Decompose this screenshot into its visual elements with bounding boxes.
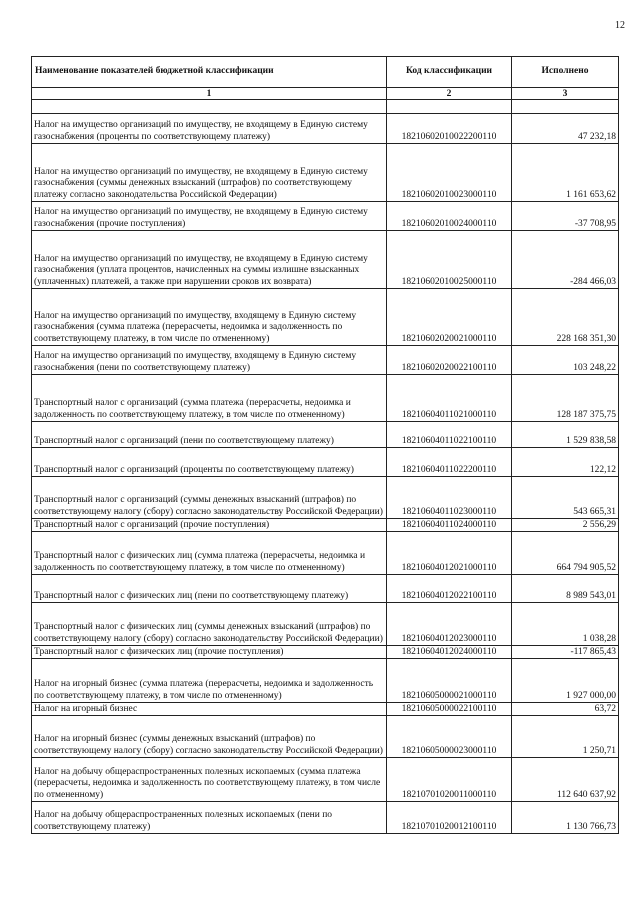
row-code: 18210701020012100110 [387,802,512,834]
row-code: 18210604011022100110 [387,422,512,448]
row-code: 18210604012022100110 [387,575,512,603]
row-name: Налог на имущество организаций по имуществу, не входящему в Единую систему газоснабжения (проценты по соответствующему платежу) [32,114,387,144]
row-value: -284 466,03 [512,231,619,289]
column-number-2: 2 [387,88,512,100]
row-value: 47 232,18 [512,114,619,144]
table-row [32,646,619,659]
table-row [32,575,619,603]
row-name: Налог на имущество организаций по имуществу, входящему в Единую систему газоснабжения (пени по соответствующему платежу) [32,346,387,375]
row-value: 664 794 905,52 [512,532,619,575]
row-value: 543 665,31 [512,477,619,519]
row-value: 1 130 766,73 [512,802,619,834]
row-code: 18210605000022100110 [387,703,512,716]
table-row [32,802,619,834]
table-row [32,114,619,144]
header-code-column: Код классификации [387,57,512,88]
row-code: 18210602010025000110 [387,231,512,289]
budget-classification-table [31,56,619,834]
row-code: 18210604011023000110 [387,477,512,519]
row-code: 18210604011022200110 [387,448,512,477]
row-name: Налог на игорный бизнес (сумма платежа (перерасчеты, недоимка и задолженность по соответствующему платежу, в том числе по отмененному) [32,659,387,703]
row-code: 18210602020021000110 [387,289,512,346]
table-row [32,603,619,646]
row-code: 18210701020011000110 [387,758,512,802]
row-name: Транспортный налог с физических лиц (суммы денежных взысканий (штрафов) по соответствующему налогу (сбору) согласно законодательству Российской Федерации) [32,603,387,646]
row-value: -37 708,95 [512,202,619,231]
row-value: 122,12 [512,448,619,477]
table-row [32,202,619,231]
row-value: 63,72 [512,703,619,716]
table-row [32,758,619,802]
row-code: 18210604012023000110 [387,603,512,646]
table-header-row [32,57,619,88]
row-value: 112 640 637,92 [512,758,619,802]
header-name-column: Наименование показателей бюджетной классификации [32,57,387,88]
row-name: Налог на имущество организаций по имуществу, не входящему в Единую систему газоснабжения (прочие поступления) [32,202,387,231]
row-name: Транспортный налог с физических лиц (прочие поступления) [32,646,387,659]
row-name: Налог на добычу общераспространенных полезных ископаемых (пени по соответствующему платежу) [32,802,387,834]
table-row [32,422,619,448]
row-value: 103 248,22 [512,346,619,375]
row-value: 2 556,29 [512,519,619,532]
row-value: 1 038,28 [512,603,619,646]
row-name: Транспортный налог с организаций (пени по соответствующему платежу) [32,422,387,448]
row-value: 128 187 375,75 [512,375,619,422]
header-executed-column: Исполнено [512,57,619,88]
table-row [32,477,619,519]
row-code: 18210605000021000110 [387,659,512,703]
table-row [32,659,619,703]
row-value: -117 865,43 [512,646,619,659]
table-row [32,375,619,422]
table-row [32,231,619,289]
row-code: 18210604011024000110 [387,519,512,532]
table-row [32,532,619,575]
row-code: 18210602010023000110 [387,144,512,202]
row-value: 228 168 351,30 [512,289,619,346]
row-name: Налог на имущество организаций по имуществу, не входящему в Единую систему газоснабжения (уплата процентов, начисленных на суммы излишне взысканных (уплаченных) платежей, а также при нарушении сроков их возврата) [32,231,387,289]
row-name: Налог на игорный бизнес (суммы денежных взысканий (штрафов) по соответствующему налогу (сбору) согласно законодательству Российской Федерации) [32,716,387,758]
table-row [32,144,619,202]
row-name: Транспортный налог с организаций (прочие поступления) [32,519,387,532]
table-row [32,703,619,716]
table-row [32,289,619,346]
row-code: 18210604012024000110 [387,646,512,659]
row-name: Налог на имущество организаций по имуществу, не входящему в Единую систему газоснабжения (суммы денежных взысканий (штрафов) по соответствующему платежу согласно законодательства Российской Федерации) [32,144,387,202]
column-number-1: 1 [32,88,387,100]
row-value: 1 529 838,58 [512,422,619,448]
row-name: Транспортный налог с организаций (сумма платежа (перерасчеты, недоимка и задолженность по соответствующему платежу, в том числе по отмененному) [32,375,387,422]
table-row [32,448,619,477]
table-row [32,346,619,375]
table-row [32,519,619,532]
column-number-row [32,88,619,100]
page-number: 12 [615,20,625,31]
row-code: 18210604011021000110 [387,375,512,422]
row-name: Транспортный налог с физических лиц (пени по соответствующему платежу) [32,575,387,603]
row-code: 18210604012021000110 [387,532,512,575]
row-name: Налог на игорный бизнес [32,703,387,716]
table-row [32,716,619,758]
row-name: Транспортный налог с организаций (суммы денежных взысканий (штрафов) по соответствующему налогу (сбору) согласно законодательству Российской Федерации) [32,477,387,519]
row-name: Налог на добычу общераспространенных полезных ископаемых (сумма платежа (перерасчеты, недоимка и задолженность по соответствующему платежу, в том числе по отмененному) [32,758,387,802]
row-value: 8 989 543,01 [512,575,619,603]
row-name: Налог на имущество организаций по имуществу, входящему в Единую систему газоснабжения (сумма платежа (перерасчеты, недоимка и задолженность по соответствующему платежу, в том числе по отмененному) [32,289,387,346]
row-value: 1 250,71 [512,716,619,758]
row-code: 18210602010022200110 [387,114,512,144]
row-value: 1 161 653,62 [512,144,619,202]
row-value: 1 927 000,00 [512,659,619,703]
row-code: 18210602010024000110 [387,202,512,231]
row-name: Транспортный налог с физических лиц (сумма платежа (перерасчеты, недоимка и задолженность по соответствующему платежу, в том числе по отмененному) [32,532,387,575]
column-number-3: 3 [512,88,619,100]
row-code: 18210605000023000110 [387,716,512,758]
row-name: Транспортный налог с организаций (проценты по соответствующему платежу) [32,448,387,477]
spacer-row [32,100,619,114]
row-code: 18210602020022100110 [387,346,512,375]
